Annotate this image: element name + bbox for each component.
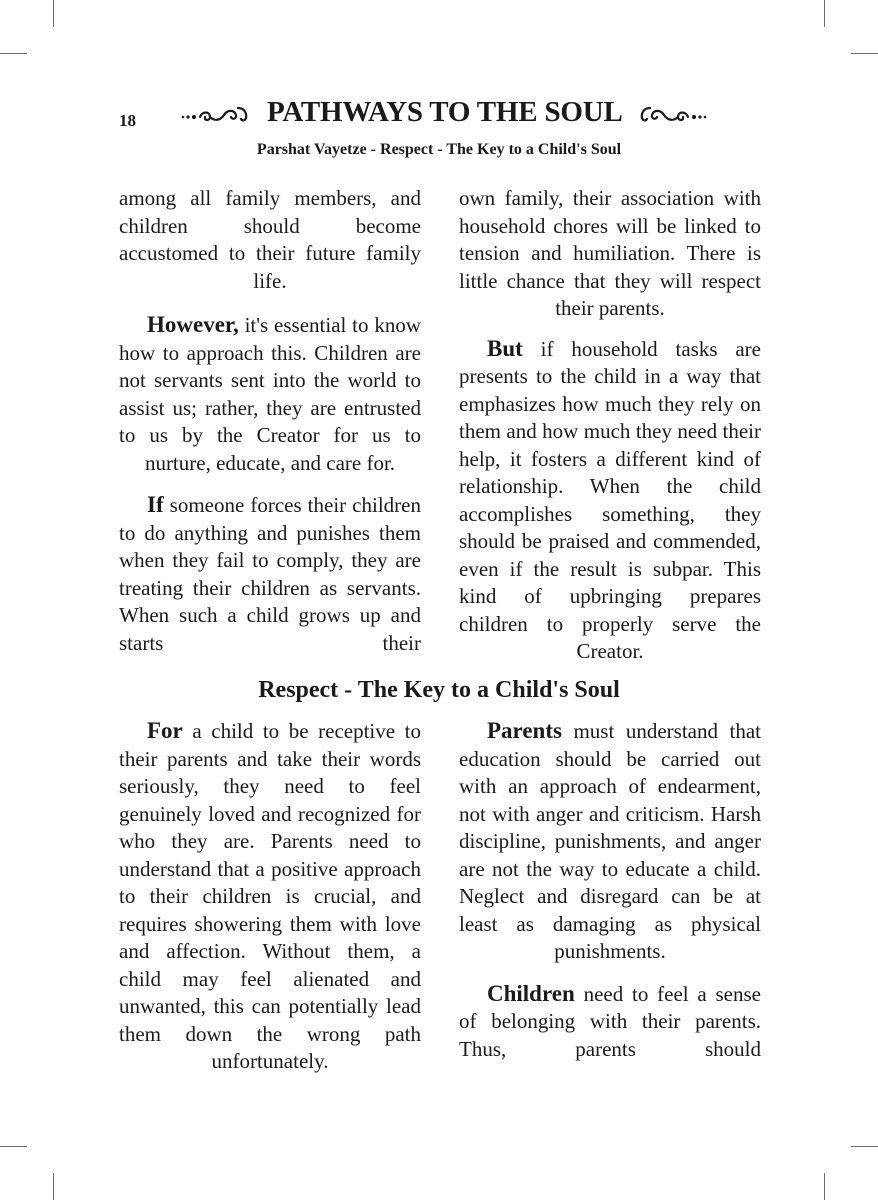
page-number: 18 bbox=[119, 111, 136, 130]
paragraph-text: need to feel a sense of belonging with their parents. Thus, parents should bbox=[459, 981, 761, 1061]
paragraph bbox=[459, 184, 761, 323]
paragraph bbox=[119, 491, 421, 657]
paragraph-text: if household tasks are presents to the child in a way that emphasizes how much they rely on them and how much they need their help, it fosters a different kind of relationship. When the child accomplishes something, they should be praised and commended, even if the result is subpar. This kind of upbringing prepares children to properly serve the Creator. bbox=[459, 336, 761, 663]
paragraph-text: own family, their association with household chores will be linked to tension and humiliation. There is little chance that they will respect their parents. bbox=[459, 186, 761, 320]
crop-mark-bottom-right-horizontal bbox=[851, 1146, 878, 1147]
paragraph bbox=[119, 184, 421, 295]
paragraph-text: someone forces their children to do anything and punishes them when they fail to comply, they are treating their children as servants. When such a child grows up and starts their bbox=[119, 493, 421, 655]
paragraph-text: it's essential to know how to approach this. Children are not servants sent into the world to assist us; rather, they are entrusted to us by the Creator for us to nurture, educate, and care for. bbox=[119, 313, 421, 475]
paragraph bbox=[119, 717, 421, 1076]
top-right-column bbox=[459, 184, 761, 675]
crop-mark-bottom-left-horizontal bbox=[0, 1146, 27, 1147]
lead-word: Parents bbox=[487, 718, 562, 743]
crop-mark-top-left-vertical bbox=[53, 0, 54, 27]
paragraph-text: must understand that education should be carried out with an approach of endearment, not with anger and criticism. Harsh discipline, punishments, and anger are not the way to educate a child. Neglect and disregard can be at least as damaging as physical punishments. bbox=[459, 719, 761, 963]
book-title: PATHWAYS TO THE SOUL bbox=[266, 96, 622, 128]
lead-word: Children bbox=[487, 980, 575, 1006]
right-flourish-ornament-icon bbox=[628, 102, 708, 126]
crop-mark-top-left-horizontal bbox=[0, 53, 27, 54]
running-header bbox=[0, 96, 878, 136]
left-flourish-ornament-icon bbox=[180, 102, 260, 126]
lead-word: But bbox=[487, 335, 523, 361]
running-title bbox=[174, 96, 714, 129]
lead-word: If bbox=[147, 492, 164, 517]
paragraph bbox=[459, 980, 761, 1064]
section-heading: Respect - The Key to a Child's Soul bbox=[258, 677, 620, 703]
bottom-left-column bbox=[119, 717, 421, 1085]
lead-word: However, bbox=[147, 312, 239, 337]
bottom-right-column bbox=[459, 717, 761, 1072]
chapter-subtitle: Parshat Vayetze - Respect - The Key to a Child's Soul bbox=[256, 141, 622, 158]
paragraph bbox=[459, 717, 761, 966]
top-left-column bbox=[119, 184, 421, 666]
paragraph bbox=[459, 335, 761, 666]
crop-mark-top-right-vertical bbox=[824, 0, 825, 27]
paragraph-text: a child to be receptive to their parents and take their words seriously, they need to feel genuinely loved and recognized for who they are. Parents need to understand that a positive approach to their children is crucial, and requires showering them with love and affection. Without them, a child may feel alienated and unwanted, this can potentially lead them down the wrong path unfortunately. bbox=[119, 719, 421, 1073]
lead-word: For bbox=[147, 718, 183, 743]
crop-mark-bottom-left-vertical bbox=[53, 1173, 54, 1200]
paragraph-text: among all family members, and children should become accustomed to their future family life. bbox=[119, 186, 421, 293]
crop-mark-bottom-right-vertical bbox=[824, 1173, 825, 1200]
paragraph bbox=[119, 311, 421, 477]
crop-mark-top-right-horizontal bbox=[851, 53, 878, 54]
